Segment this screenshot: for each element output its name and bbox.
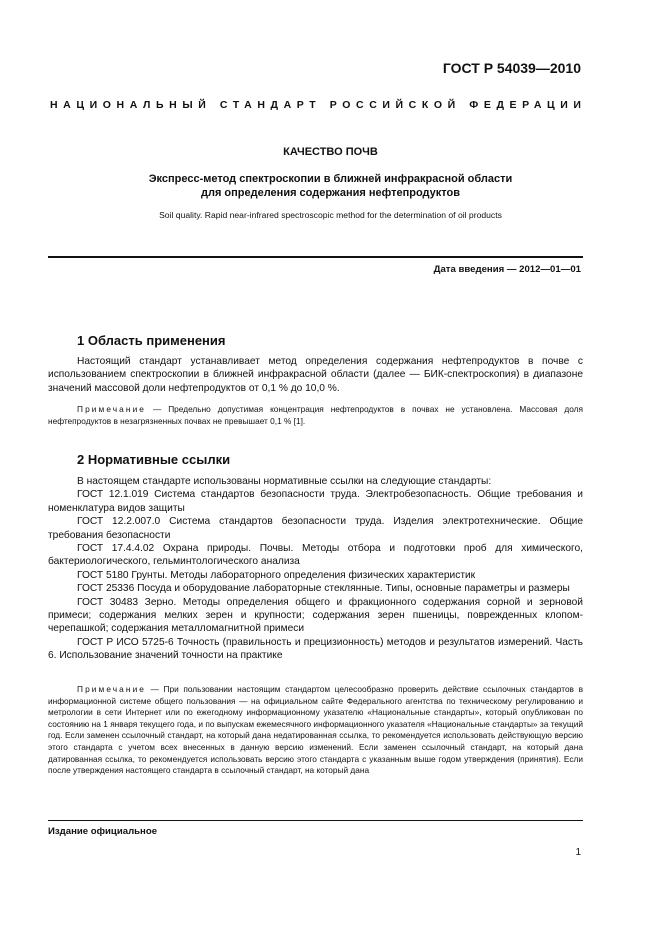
note-label: Примечание <box>77 404 147 414</box>
document-title: КАЧЕСТВО ПОЧВ <box>283 146 378 158</box>
note-label: Примечание <box>77 684 147 694</box>
reference-item: ГОСТ Р ИСО 5725-6 Точность (правильность и прецизионность) методов и результатов измерений. Часть 6. Использование значений точности на практике <box>48 636 583 662</box>
subtitle-line-1: Экспресс-метод спектроскопии в ближней инфракрасной области <box>148 173 513 185</box>
page-number: 1 <box>575 847 581 858</box>
section-1-note <box>48 404 583 427</box>
section-1-heading: 1 Область применения <box>77 333 226 348</box>
official-edition-label: Издание официальное <box>48 826 158 837</box>
section-2-heading: 2 Нормативные ссылки <box>77 452 231 467</box>
footer-divider <box>48 820 583 821</box>
document-subtitle <box>60 172 601 200</box>
note-text: — Предельно допустимая концентрация нефтепродуктов в почвах не установлена. Массовая доля нефтепродуктов в незагрязненных почвах не превышает 0,1 % [1]. <box>48 404 583 426</box>
reference-item: ГОСТ 12.1.019 Система стандартов безопасности труда. Электробезопасность. Общие требования и номенклатура видов защиты <box>48 489 583 514</box>
reference-item: ГОСТ 30483 Зерно. Методы определения общего и фракционного содержания сорной и зерновой примеси; содержания мелких зерен и крупности; содержания зерен пшеницы, поврежденных клопом-черепашкой; содержания металломагнитной примеси <box>48 596 583 635</box>
references-intro: В настоящем стандарте использованы нормативные ссылки на следующие стандарты: <box>77 476 492 487</box>
national-standard-banner: НАЦИОНАЛЬНЫЙ СТАНДАРТ РОССИЙСКОЙ ФЕДЕРАЦИИ <box>50 99 587 111</box>
reference-item: ГОСТ 17.4.4.02 Охрана природы. Почвы. Методы отбора и подготовки проб для химического, бактериологического, гельминтологического анализа <box>48 543 583 568</box>
introduction-date: Дата введения — 2012—01—01 <box>433 264 581 275</box>
section-2-note <box>48 684 583 777</box>
reference-item: ГОСТ 25336 Посуда и оборудование лабораторные стеклянные. Типы, основные параметры и размеры <box>77 583 570 595</box>
normative-references-list <box>48 475 583 663</box>
document-code: ГОСТ Р 54039—2010 <box>442 60 581 76</box>
reference-item: ГОСТ 5180 Грунты. Методы лабораторного определения физических характеристик <box>77 569 476 581</box>
subtitle-line-2: для определения содержания нефтепродуктов <box>200 187 461 199</box>
reference-item: ГОСТ 12.2.007.0 Система стандартов безопасности труда. Изделия электротехнические. Общие требования безопасности <box>48 516 583 541</box>
english-title: Soil quality. Rapid near-infrared spectroscopic method for the determination of oil products <box>159 210 502 220</box>
section-1-paragraph: Настоящий стандарт устанавливает метод определения содержания нефтепродуктов в почве с использованием спектроскопии в ближней инфракрасной области (далее — БИК-спектроскопия) в диапазоне значений массовой доли нефтепродуктов от 0,1 % до 10,0 %. <box>48 356 583 394</box>
title-divider <box>48 256 583 258</box>
note-text: — При пользовании настоящим стандартом целесообразно проверить действие ссылочных стандартов в информационной системе общего пользования — на официальном сайте Федерального агентства по техническому регулированию и метрологии в сети Интернет или по ежегодному информационному указателю «Национальные стандарты», который опубликован по состоянию на 1 января текущего года, и по выпускам ежемесячного информационного указателя «Национальные стандарты» за текущий год. Если заменен ссылочный стандарт, на который дана недатированная ссылка, то рекомендуется использовать действующую версию этого стандарта с учетом всех внесенных в данную версию изменений. Если заменен ссылочный стандарт, на который дана датированная ссылка, то рекомендуется использовать версию этого стандарта с указанным выше годом утверждения (принятия). Если после утверждения настоящего стандарта в ссылочный стандарт, на который дана <box>48 684 583 776</box>
